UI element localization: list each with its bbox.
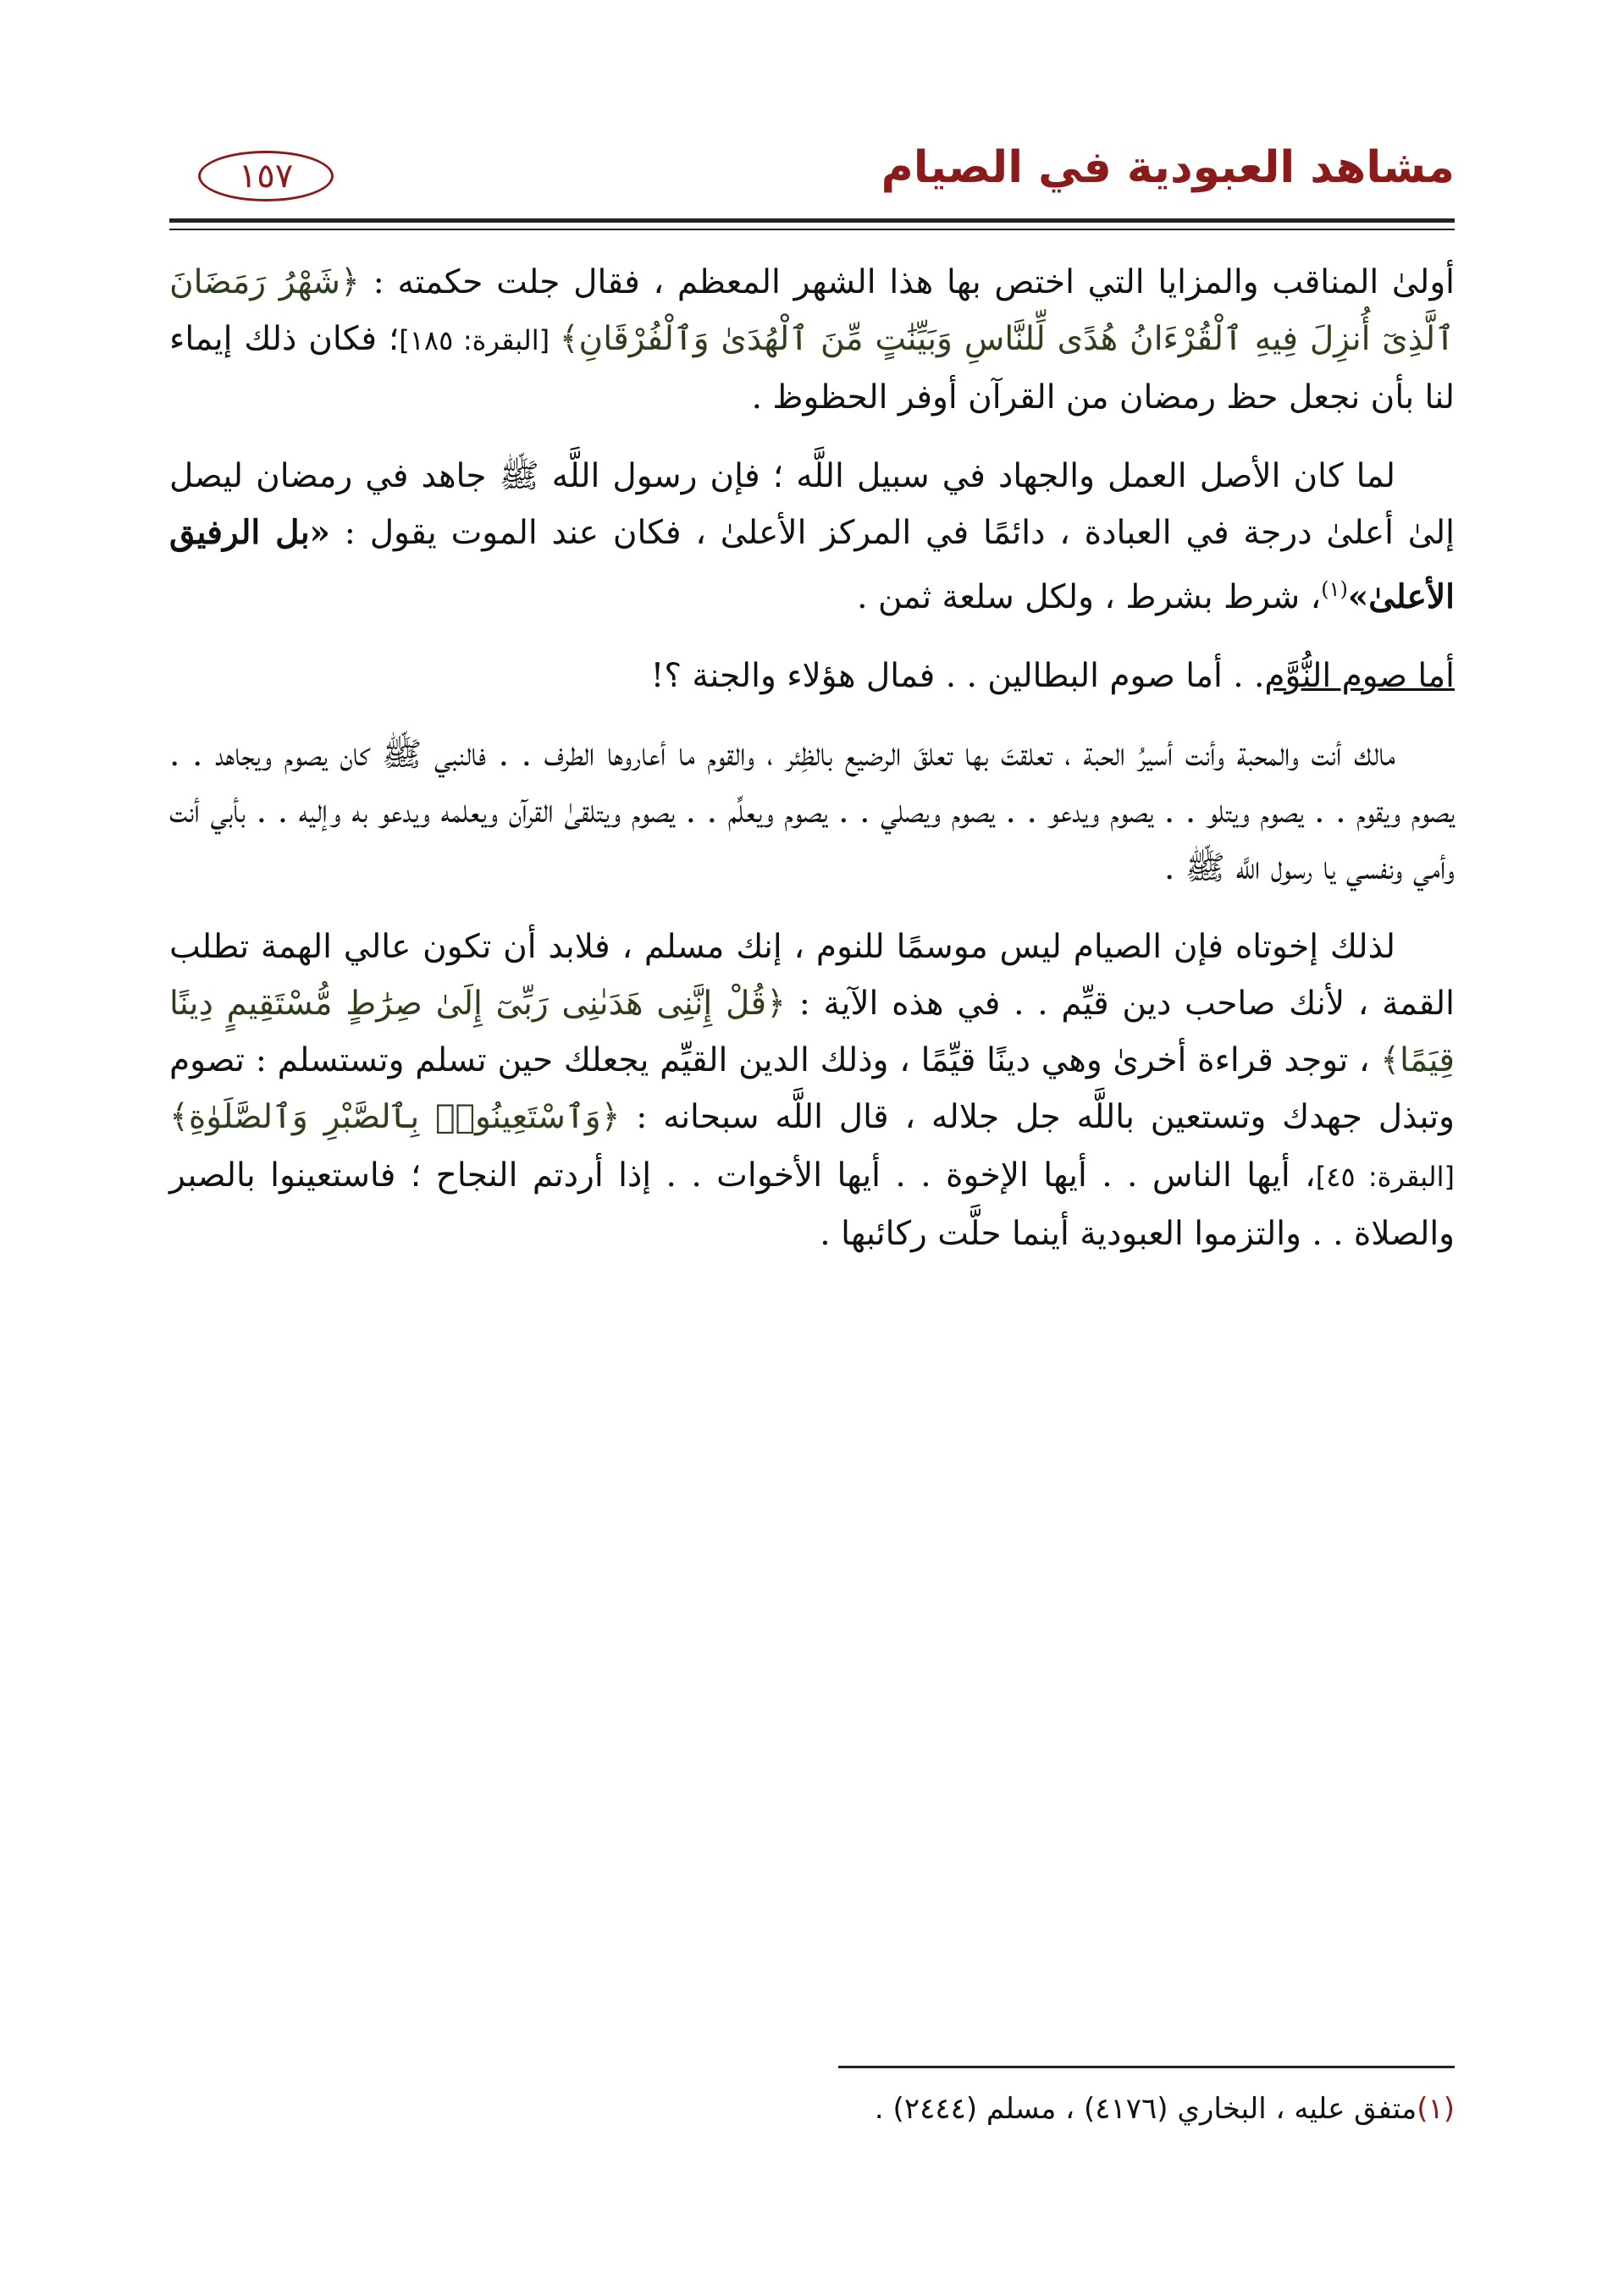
text-run: ، شرط بشرط ، ولكل سلعة ثمن .	[857, 578, 1322, 616]
page-number: ١٥٧	[198, 151, 334, 201]
quran-verse: ﴿قُلْ إِنَّنِى هَدَىٰنِى رَبِّىٓ إِلَىٰ صِرَٰطٍ مُّسْتَقِيمٍ دِينًا قِيَمًا﴾	[169, 985, 1455, 1079]
hadith-quote: «بل الرفيق الأعلىٰ»	[169, 513, 1455, 616]
paragraph-2	[169, 448, 1455, 626]
running-title: مشاهد العبودية في الصيام	[881, 142, 1455, 193]
text-run: مالك أنت والمحبة وأنت أسيرُ الحبة ، تعلقتَ بها تعلقَ الرضيع بالظِئر ، والقوم ما أعاروها الطرف . . فالنبي ﷺ كان يصوم ويجاهد . . يصوم ويقوم . . يصوم ويتلو . . يصوم ويدعو . . يصوم ويصلي . . يصوم ويعلِّم . . يصوم ويتلقىٰ القرآن ويعلمه ويدعو به وإليه . . بأبي أنت وأمي ونفسي يا رسول اللَّه ﷺ .	[169, 736, 1455, 887]
text-run: . . أما صوم البطالين . . فمال هؤلاء والجنة ؟!	[650, 657, 1265, 695]
paragraph-1	[169, 254, 1455, 426]
paragraph-5	[169, 919, 1455, 1262]
main-text	[169, 254, 1455, 1284]
paragraph-4	[169, 726, 1455, 897]
page-header	[169, 127, 1455, 220]
text-run: ؛ فكان ذلك إيماء لنا بأن نجعل حظ رمضان من القرآن أوفر الحظوظ .	[169, 320, 1455, 417]
footnote-rule	[838, 2066, 1455, 2068]
underlined-heading: أما صوم النُّوَّم	[1264, 657, 1455, 695]
footnote-marker[interactable]: (١)	[1321, 577, 1348, 601]
text-run: لذلك إخوتاه فإن الصيام ليس موسمًا للنوم ، إنك مسلم ، فلابد أن تكون عالي الهمة تطلب القمة ، لأنك صاحب دين قيِّم . . في هذه الآية :	[169, 928, 1455, 1023]
text-run: ، توجد قراءة أخرىٰ وهي دينًا قيِّمًا ، وذلك الدين القيِّم يجعلك حين تسلم وتستسلم : تصوم وتبذل جهدك وتستعين باللَّه جل جلاله ، قال اللَّه سبحانه :	[169, 1041, 1455, 1136]
verse-reference: [البقرة: ٤٥]	[1315, 1161, 1455, 1193]
verse-reference: [البقرة: ١٨٥]	[399, 324, 560, 356]
footnote	[169, 2087, 1455, 2131]
header-rule-thin	[169, 229, 1455, 230]
text-run: لما كان الأصل العمل والجهاد في سبيل اللَّه ؛ فإن رسول اللَّه ﷺ جاهد في رمضان ليصل إلىٰ أعلىٰ درجة في العبادة ، دائمًا في المركز الأعلىٰ ، فكان عند الموت يقول :	[169, 457, 1455, 552]
footnote-text: متفق عليه ، البخاري (٤١٧٦) ، مسلم (٢٤٤٤) .	[874, 2092, 1417, 2126]
quran-verse: ﴿شَهْرُ رَمَضَانَ ٱلَّذِىٓ أُنزِلَ فِيهِ ٱلْقُرْءَانُ هُدًى لِّلنَّاسِ وَبَيِّنَٰتٍ مِّنَ ٱلْهُدَىٰ وَٱلْفُرْقَانِ﴾	[169, 263, 1455, 358]
header-rule-thick	[169, 218, 1455, 223]
paragraph-3	[169, 648, 1455, 704]
text-run: ، أيها الناس . . أيها الإخوة . . أيها الأخوات . . إذا أردتم النجاح ؛ فاستعينوا بالصبر والصلاة . . والتزموا العبودية أينما حلَّت ركائبها .	[169, 1156, 1455, 1253]
text-run: أولىٰ المناقب والمزايا التي اختص بها هذا الشهر المعظم ، فقال جلت حكمته :	[359, 263, 1455, 301]
quran-verse: ﴿وَٱسْتَعِينُوا۟ بِٱلصَّبْرِ وَٱلصَّلَوٰةِ﴾	[169, 1098, 621, 1136]
footnote-number: (١)	[1417, 2092, 1455, 2126]
